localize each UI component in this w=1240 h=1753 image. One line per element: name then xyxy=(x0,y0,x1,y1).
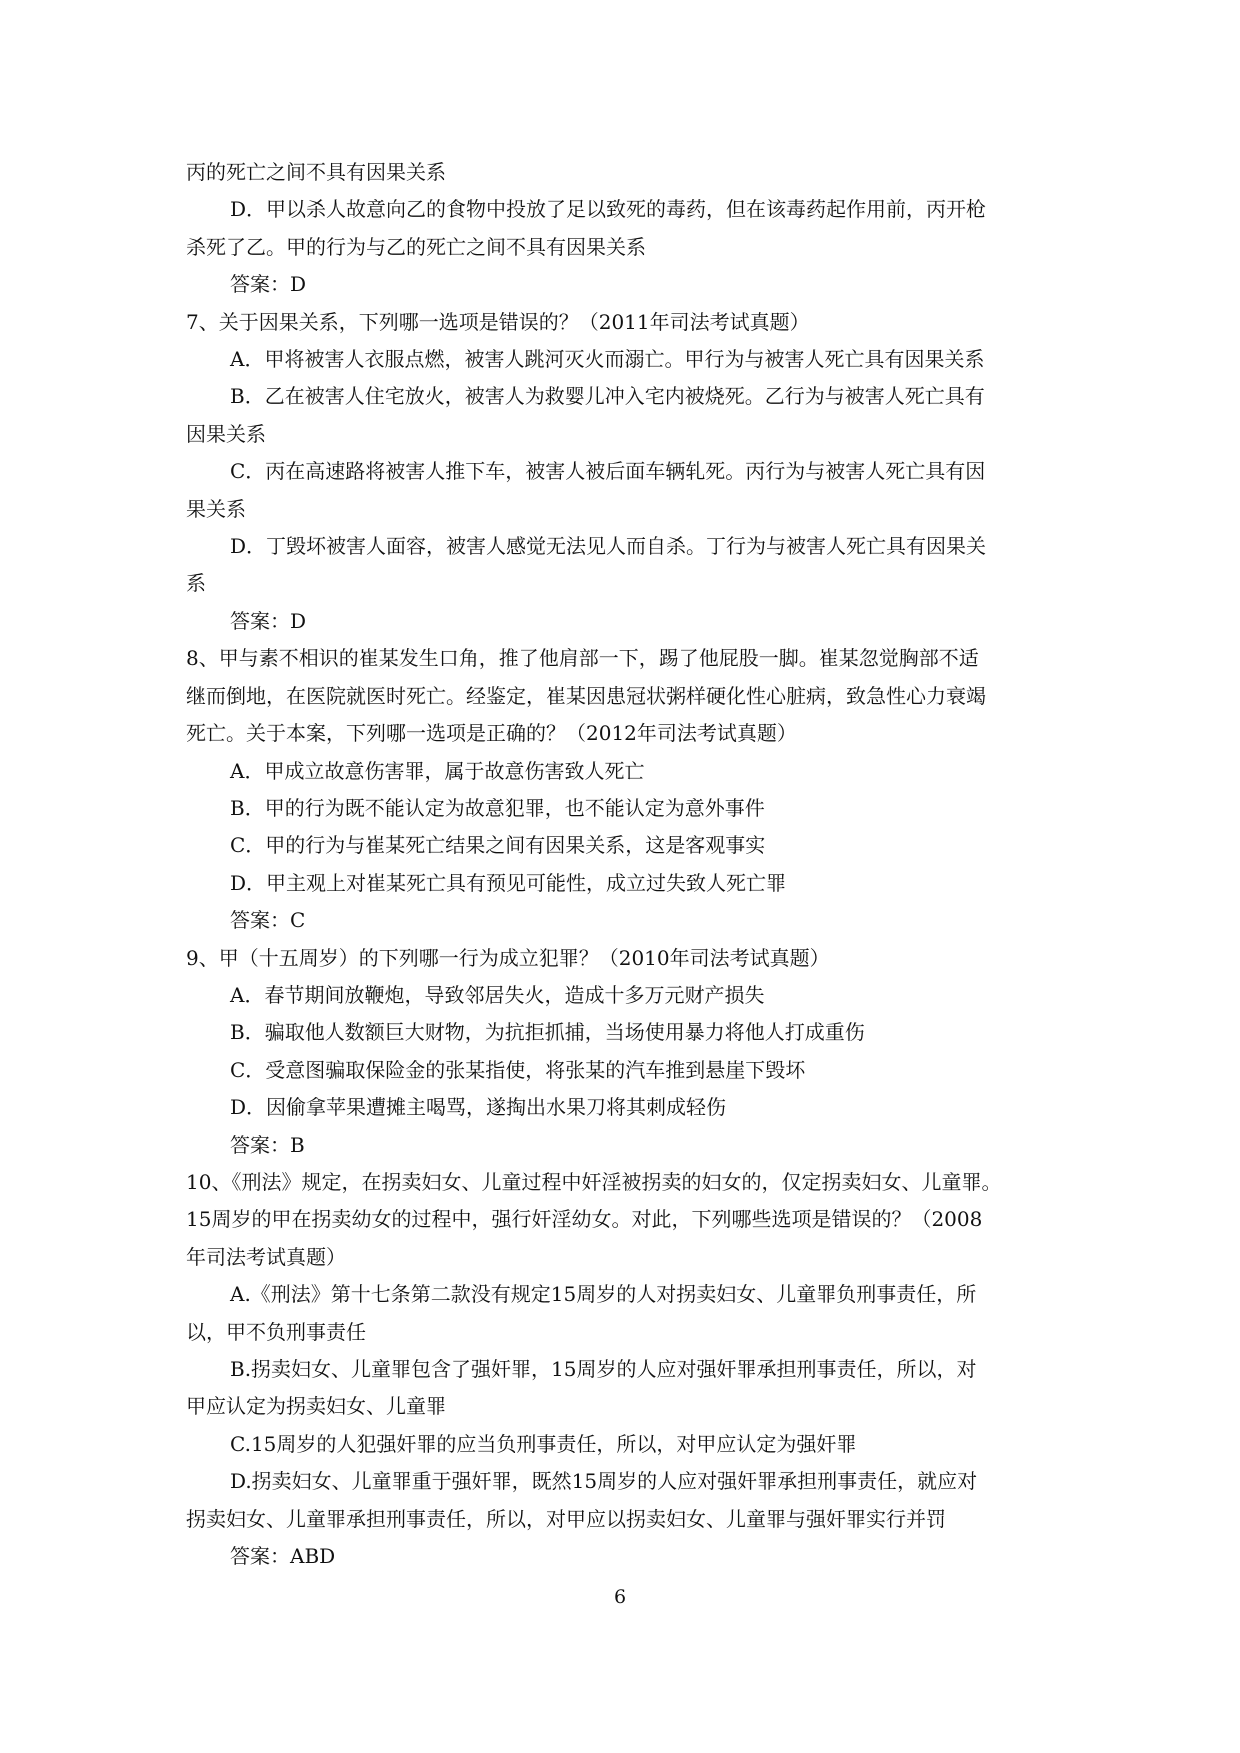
text-line: 果关系 xyxy=(186,496,246,521)
text-line: 以，甲不负刑事责任 xyxy=(186,1319,366,1344)
text-line: 拐卖妇女、儿童罪承担刑事责任，所以，对甲应以拐卖妇女、儿童罪与强奸罪实行并罚 xyxy=(186,1506,946,1531)
text-line: 死亡。关于本案，下列哪一选项是正确的？（2012年司法考试真题） xyxy=(186,721,797,746)
text-line: 9、甲（十五周岁）的下列哪一行为成立犯罪？（2010年司法考试真题） xyxy=(186,945,830,970)
text-line: 系 xyxy=(186,571,206,596)
text-line: 答案：D xyxy=(230,272,307,297)
text-line: B．甲的行为既不能认定为故意犯罪，也不能认定为意外事件 xyxy=(230,795,765,820)
text-line: A．春节期间放鞭炮，导致邻居失火，造成十多万元财产损失 xyxy=(230,982,765,1007)
text-line: 杀死了乙。甲的行为与乙的死亡之间不具有因果关系 xyxy=(186,234,646,259)
text-line: 丙的死亡之间不具有因果关系 xyxy=(186,160,446,184)
text-line: B.拐卖妇女、儿童罪包含了强奸罪，15周岁的人应对强奸罪承担刑事责任，所以，对 xyxy=(230,1357,977,1381)
text-line: 答案：B xyxy=(230,1132,305,1157)
text-line: A.《刑法》第十七条第二款没有规定15周岁的人对拐卖妇女、儿童罪负刑事责任，所 xyxy=(230,1282,977,1307)
text-line: 15周岁的甲在拐卖幼女的过程中，强行奸淫幼女。对此，下列哪些选项是错误的？（2008 xyxy=(186,1207,983,1232)
text-line: A．甲将被害人衣服点燃，被害人跳河灭火而溺亡。甲行为与被害人死亡具有因果关系 xyxy=(230,347,985,372)
text-line: A．甲成立故意伤害罪，属于故意伤害致人死亡 xyxy=(230,758,645,783)
text-line: 年司法考试真题） xyxy=(186,1244,346,1269)
text-line: 答案：D xyxy=(230,608,307,633)
text-line: 继而倒地，在医院就医时死亡。经鉴定，崔某因患冠状粥样硬化性心脏病，致急性心力衰竭 xyxy=(186,683,986,708)
text-line: D．甲以杀人故意向乙的食物中投放了足以致死的毒药，但在该毒药起作用前，丙开枪 xyxy=(230,197,987,222)
text-line: 10、《刑法》规定，在拐卖妇女、儿童过程中奸淫被拐卖的妇女的，仅定拐卖妇女、儿童罪。 xyxy=(186,1169,1002,1194)
text-line: D．丁毁坏被害人面容，被害人感觉无法见人而自杀。丁行为与被害人死亡具有因果关 xyxy=(230,534,987,559)
text-line: C．丙在高速路将被害人推下车，被害人被后面车辆轧死。丙行为与被害人死亡具有因 xyxy=(230,459,986,484)
text-line: 8、甲与素不相识的崔某发生口角，推了他肩部一下，踢了他屁股一脚。崔某忽觉胸部不适 xyxy=(186,646,979,671)
text-line: 甲应认定为拐卖妇女、儿童罪 xyxy=(186,1394,446,1419)
text-line: C.15周岁的人犯强奸罪的应当负刑事责任，所以，对甲应认定为强奸罪 xyxy=(230,1431,857,1456)
text-line: 7、关于因果关系，下列哪一选项是错误的？（2011年司法考试真题） xyxy=(186,309,810,334)
text-line: C．甲的行为与崔某死亡结果之间有因果关系，这是客观事实 xyxy=(230,833,766,858)
text-line: D．甲主观上对崔某死亡具有预见可能性，成立过失致人死亡罪 xyxy=(230,870,787,895)
text-line: D.拐卖妇女、儿童罪重于强奸罪，既然15周岁的人应对强奸罪承担刑事责任，就应对 xyxy=(230,1469,978,1494)
page-number: 6 xyxy=(613,1586,627,1608)
document-body xyxy=(186,154,1056,1575)
text-line: 因果关系 xyxy=(186,421,266,446)
text-line: B．骗取他人数额巨大财物，为抗拒抓捕，当场使用暴力将他人打成重伤 xyxy=(230,1020,865,1045)
text-line: B．乙在被害人住宅放火，被害人为救婴儿冲入宅内被烧死。乙行为与被害人死亡具有 xyxy=(230,384,985,409)
text-line: C．受意图骗取保险金的张某指使，将张某的汽车推到悬崖下毁坏 xyxy=(230,1057,806,1082)
text-line: D．因偷拿苹果遭摊主喝骂，遂掏出水果刀将其刺成轻伤 xyxy=(230,1095,727,1120)
text-line: 答案：C xyxy=(230,908,306,933)
text-line: 答案：ABD xyxy=(230,1544,336,1569)
